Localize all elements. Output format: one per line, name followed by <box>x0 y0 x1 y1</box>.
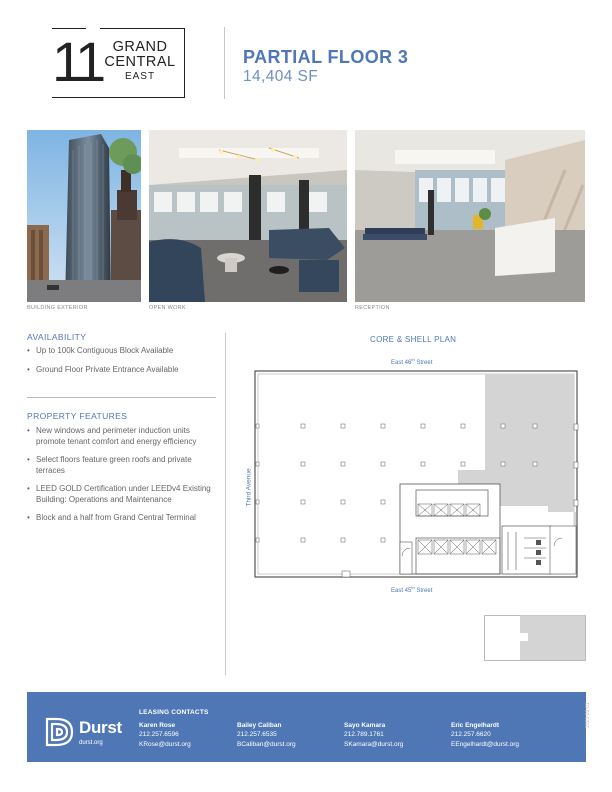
street-label-west: Third Avenue <box>245 468 253 507</box>
plan-title: CORE & SHELL PLAN <box>370 335 457 344</box>
street-label-north <box>391 357 432 366</box>
logo-line-central: CENTRAL <box>104 54 176 70</box>
contact-card <box>451 721 561 750</box>
list-item: • Block and a half from Grand Central Terminal <box>27 513 219 524</box>
contact-phone: 212.257.6620 <box>451 731 491 738</box>
contact-email[interactable]: SKamara@durst.org <box>344 741 404 748</box>
photo-caption-open-work: OPEN WORK <box>149 305 186 311</box>
features-list <box>27 426 219 532</box>
contact-card <box>139 721 249 750</box>
section-divider <box>27 397 216 398</box>
list-item: • New windows and perimeter induction units promote tenant comfort and energy efficiency <box>27 426 219 447</box>
page-subtitle: 14,404 SF <box>243 68 319 85</box>
logo-line-east: EAST <box>124 71 156 82</box>
logo-line-grand: GRAND <box>112 39 168 55</box>
floor-plan <box>250 366 586 582</box>
street-south-text: East 45 <box>391 588 412 594</box>
list-item: • Select floors feature green roofs and private terraces <box>27 455 219 476</box>
street-label-south <box>391 585 432 594</box>
contact-name: Eric Engelhardt <box>451 722 500 729</box>
contact-name: Bailey Caliban <box>237 722 282 729</box>
street-north-sup: th <box>411 357 415 362</box>
contact-phone: 212.257.6596 <box>139 731 179 738</box>
contact-phone: 212.789.1761 <box>344 731 384 738</box>
column-divider <box>225 333 226 675</box>
contact-email[interactable]: EEngelhardt@durst.org <box>451 741 520 748</box>
durst-brand: Durst <box>79 718 122 737</box>
contact-card <box>344 721 454 750</box>
durst-logo-icon <box>44 716 76 748</box>
photo-building-exterior <box>27 130 141 302</box>
availability-heading: AVAILABILITY <box>27 332 87 342</box>
document-id: 2023-09-01 <box>585 702 591 728</box>
page-title: PARTIAL FLOOR 3 <box>243 47 409 67</box>
photo-open-work <box>149 130 347 302</box>
list-item: • Ground Floor Private Entrance Available <box>27 365 219 376</box>
durst-url: durst.org <box>79 740 103 746</box>
property-features-heading: PROPERTY FEATURES <box>27 411 128 421</box>
contact-name: Karen Rose <box>139 722 176 729</box>
header-divider <box>224 27 225 99</box>
contact-email[interactable]: KRose@durst.org <box>139 741 191 748</box>
contact-name: Sayo Kamara <box>344 722 386 729</box>
photo-caption-exterior: BUILDING EXTERIOR <box>27 305 88 311</box>
contact-phone: 212.257.6535 <box>237 731 277 738</box>
contact-card <box>237 721 347 750</box>
photo-caption-reception: RECEPTION <box>355 305 390 311</box>
street-north-text: East 46 <box>391 360 412 366</box>
key-plan <box>484 615 586 661</box>
street-south-suffix: Street <box>414 588 433 594</box>
logo-wordmark <box>100 40 180 83</box>
availability-list <box>27 346 219 383</box>
logo-number: 11 <box>52 30 103 93</box>
street-south-sup: th <box>411 585 415 590</box>
photo-reception <box>355 130 585 302</box>
list-item: • Up to 100k Contiguous Block Available <box>27 346 219 357</box>
leasing-contacts-heading: LEASING CONTACTS <box>139 709 209 716</box>
street-north-suffix: Street <box>414 360 433 366</box>
list-item: • LEED GOLD Certification under LEEDv4 Existing Building: Operations and Maintenance <box>27 484 219 505</box>
contact-email[interactable]: BCaliban@durst.org <box>237 741 296 748</box>
